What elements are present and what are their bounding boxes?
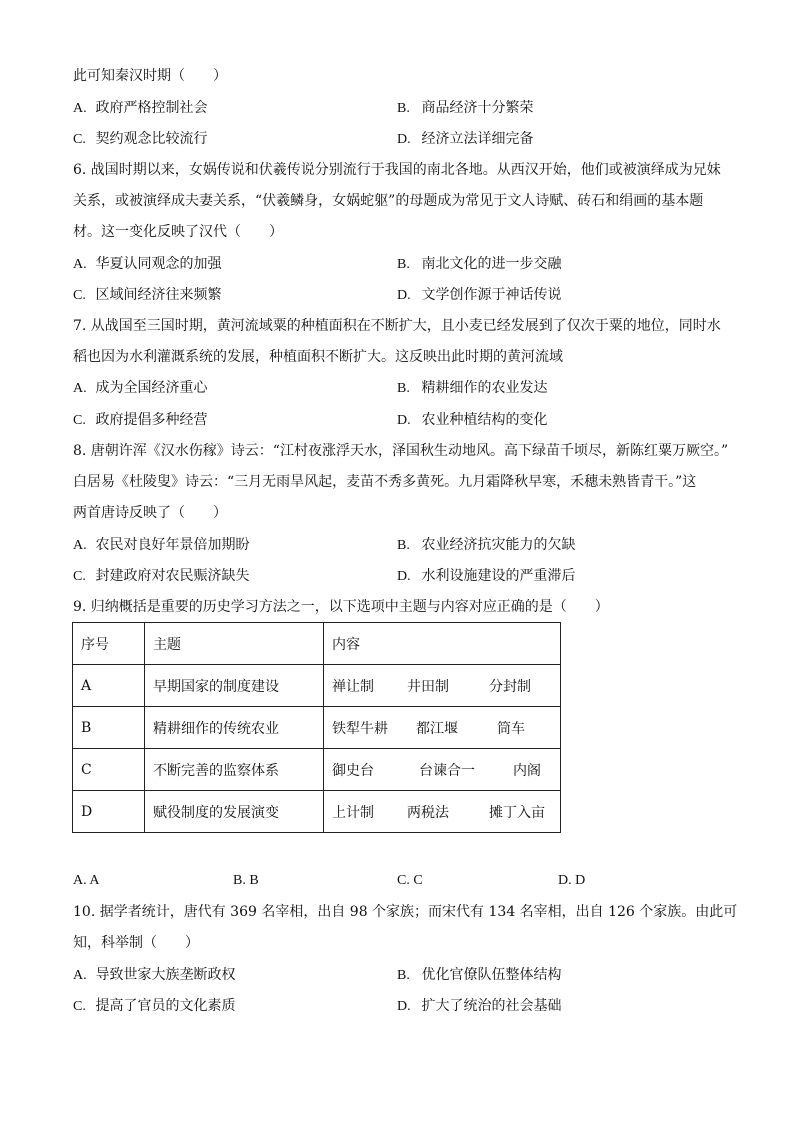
q8-stem-line-2: 白居易《杜陵叟》诗云：“三月无雨旱风起，麦苗不秀多黄死。九月霜降秋早寒，禾穗未熟皆青干。”这 xyxy=(73,474,697,490)
table-header-row xyxy=(73,623,561,665)
q7-option-c xyxy=(73,411,207,430)
q7-option-b xyxy=(397,379,547,398)
q9-option-d: D. D xyxy=(558,873,586,888)
q6-stem-line-2: 关系，或被演绎成夫妻关系，“伏羲鳞身，女娲蛇躯”的母题成为常见于文人诗赋、砖石和绢画的基本题 xyxy=(73,193,704,209)
q7-option-d xyxy=(397,411,547,430)
q6-stem-line-1: 6. 战国时期以来，女娲传说和伏羲传说分别流行于我国的南北各地。从西汉开始，他们或被演绎成为兄妹 xyxy=(73,162,721,178)
option-label: D. xyxy=(397,413,411,428)
q5-option-c xyxy=(73,130,207,149)
q8-option-d xyxy=(397,567,575,586)
row-id-cell: B xyxy=(73,707,145,749)
option-label: A. xyxy=(73,381,87,396)
q9-table xyxy=(72,622,561,833)
q9-stem: 9. 归纳概括是重要的历史学习方法之一，以下选项中主题与内容对应正确的是（ ） xyxy=(73,599,609,615)
q6-option-d xyxy=(397,286,561,305)
q5-option-b xyxy=(397,99,533,118)
option-text: 导致世家大族垄断政权 xyxy=(95,967,236,983)
option-label: D. xyxy=(397,132,411,147)
content-item: 铁犁牛耕 xyxy=(332,720,388,737)
option-text: 政府提倡多种经营 xyxy=(95,412,208,428)
option-text: 精耕细作的农业发达 xyxy=(421,380,548,396)
q10-option-b xyxy=(397,966,561,985)
q10-option-a xyxy=(73,966,235,985)
q7-stem-line-2: 稻也因为水利灌溉系统的发展，种植面积不断扩大。这反映出此时期的黄河流域 xyxy=(73,349,563,365)
option-text: 农业经济抗灾能力的欠缺 xyxy=(421,537,576,553)
option-label: C. xyxy=(73,999,86,1014)
content-item: 内阁 xyxy=(513,762,541,779)
option-text: 提高了官员的文化素质 xyxy=(95,998,236,1014)
q5-option-a xyxy=(73,99,207,118)
q8-option-c xyxy=(73,567,249,586)
content-item: 台谏合一 xyxy=(419,762,475,779)
content-item: 两税法 xyxy=(407,804,449,821)
option-text: 成为全国经济重心 xyxy=(95,380,208,396)
header-cell-id: 序号 xyxy=(73,623,145,665)
q5-stem-tail: 此可知秦汉时期（ ） xyxy=(73,68,227,84)
option-label: C. xyxy=(73,413,86,428)
content-item: 摊丁入亩 xyxy=(489,804,545,821)
option-text: 政府严格控制社会 xyxy=(95,100,208,116)
content-item: 分封制 xyxy=(489,678,531,695)
option-text: 南北文化的进一步交融 xyxy=(421,256,562,272)
table-row xyxy=(73,665,561,707)
option-label: A. xyxy=(73,257,87,272)
q8-stem-line-1: 8. 唐朝许浑《汉水伤稼》诗云：“江村夜涨浮天水，泽国秋生动地风。高下绿苗千顷尽，新陈红粟万厥空。” xyxy=(73,443,729,459)
option-label: A. xyxy=(73,101,87,116)
q6-option-c xyxy=(73,286,221,305)
option-text: 华夏认同观念的加强 xyxy=(95,256,222,272)
option-label: B. xyxy=(397,968,410,983)
header-cell-content: 内容 xyxy=(324,623,561,665)
option-text: 封建政府对农民赈济缺失 xyxy=(95,568,250,584)
option-text: 经济立法详细完备 xyxy=(421,131,534,147)
row-content-cell xyxy=(324,665,561,707)
option-label: B. xyxy=(397,538,410,553)
table-row xyxy=(73,707,561,749)
q9-option-c: C. C xyxy=(397,873,423,888)
q7-option-a xyxy=(73,379,207,398)
option-text: 契约观念比较流行 xyxy=(95,131,208,147)
q8-option-a xyxy=(73,536,249,555)
row-id-cell: C xyxy=(73,749,145,791)
option-label: D. xyxy=(397,999,411,1014)
content-item: 上计制 xyxy=(332,804,374,821)
option-label: C. xyxy=(73,288,86,303)
content-item: 筒车 xyxy=(497,720,525,737)
row-id-cell: D xyxy=(73,791,145,833)
q6-stem-line-3: 材。这一变化反映了汉代（ ） xyxy=(73,224,283,240)
option-text: 扩大了统治的社会基础 xyxy=(421,998,562,1014)
q10-option-c xyxy=(73,997,235,1016)
q9-option-b: B. B xyxy=(233,873,259,888)
q10-stem-line-1: 10. 据学者统计，唐代有 369 名宰相，出自 98 个家族；而宋代有 134 名宰相，出自 126 个家族。由此可 xyxy=(73,904,738,920)
content-item: 禅让制 xyxy=(332,678,374,695)
option-label: B. xyxy=(397,101,410,116)
q9-option-a: A. A xyxy=(73,873,100,888)
option-text: 区域间经济往来频繁 xyxy=(95,287,222,303)
q5-option-d xyxy=(397,130,533,149)
option-text: 商品经济十分繁荣 xyxy=(421,100,534,116)
row-content-cell xyxy=(324,707,561,749)
row-content-cell xyxy=(324,791,561,833)
q8-option-b xyxy=(397,536,575,555)
q8-stem-line-3: 两首唐诗反映了（ ） xyxy=(73,505,227,521)
q7-stem-line-1: 7. 从战国至三国时期，黄河流域粟的种植面积在不断扩大，且小麦已经发展到了仅次于粟的地位，同时水 xyxy=(73,318,721,334)
content-item: 御史台 xyxy=(332,762,374,779)
option-label: B. xyxy=(397,381,410,396)
q10-stem-line-2: 知，科举制（ ） xyxy=(73,935,199,951)
option-text: 农业种植结构的变化 xyxy=(421,412,548,428)
content-item: 都江堰 xyxy=(416,720,458,737)
header-cell-theme: 主题 xyxy=(145,623,324,665)
option-label: C. xyxy=(73,132,86,147)
option-label: D. xyxy=(397,288,411,303)
table-row xyxy=(73,791,561,833)
option-text: 农民对良好年景倍加期盼 xyxy=(95,537,250,553)
option-label: A. xyxy=(73,968,87,983)
row-id-cell: A xyxy=(73,665,145,707)
row-theme-cell: 早期国家的制度建设 xyxy=(145,665,324,707)
q10-option-d xyxy=(397,997,561,1016)
row-theme-cell: 精耕细作的传统农业 xyxy=(145,707,324,749)
row-theme-cell: 赋役制度的发展演变 xyxy=(145,791,324,833)
option-label: C. xyxy=(73,569,86,584)
option-text: 文学创作源于神话传说 xyxy=(421,287,562,303)
option-text: 优化官僚队伍整体结构 xyxy=(421,967,562,983)
option-label: D. xyxy=(397,569,411,584)
option-label: A. xyxy=(73,538,87,553)
q6-option-b xyxy=(397,255,561,274)
q6-option-a xyxy=(73,255,221,274)
row-theme-cell: 不断完善的监察体系 xyxy=(145,749,324,791)
content-item: 井田制 xyxy=(407,678,449,695)
option-label: B. xyxy=(397,257,410,272)
option-text: 水利设施建设的严重滞后 xyxy=(421,568,576,584)
table-row xyxy=(73,749,561,791)
row-content-cell xyxy=(324,749,561,791)
